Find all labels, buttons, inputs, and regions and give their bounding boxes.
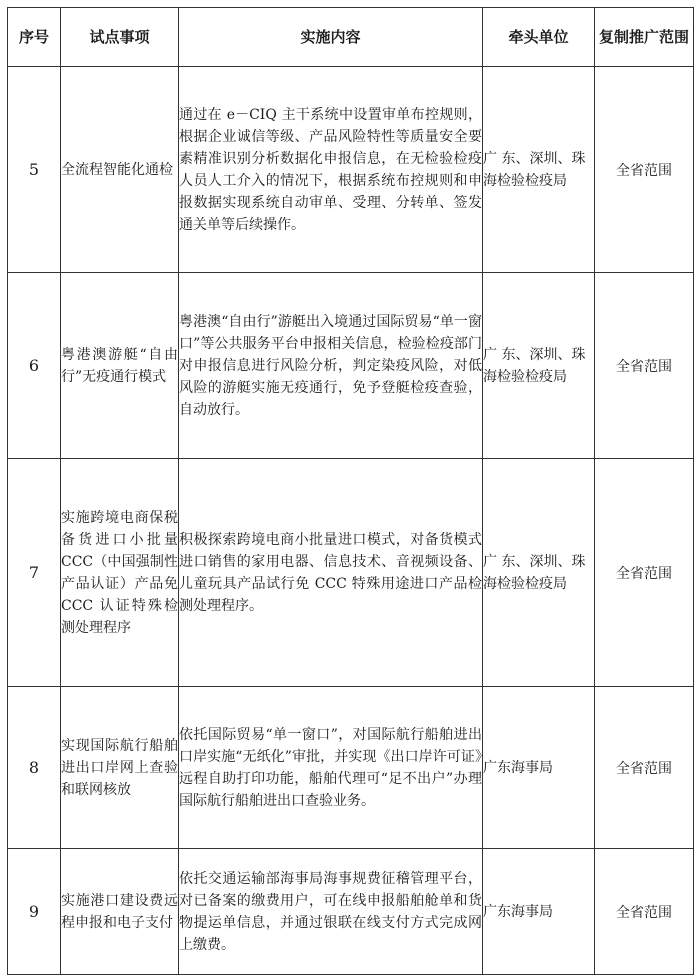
row-item: 全流程智能化通检: [61, 67, 179, 273]
row-seq: 9: [8, 849, 61, 975]
row-lead-unit: 广 东、深圳、珠海检验检疫局: [483, 67, 595, 273]
row-content: 依托交通运输部海事局海事规费征稽管理平台，对已备案的缴费用户，可在线申报船舶舱单和货物提运单信息，并通过银联在线支付方式完成网上缴费。: [179, 849, 483, 975]
table-row: [8, 273, 694, 459]
row-scope: 全省范围: [595, 459, 694, 687]
row-lead-unit: 广东海事局: [483, 849, 595, 975]
row-content: 通过在 e－CIQ 主干系统中设置审单布控规则，根据企业诚信等级、产品风险特性等质量安全要素精准识别分析数据化申报信息，在无检验检疫人员人工介入的情况下，根据系统布控规则和申报数据实现系统自动审单、受理、分转单、签发通关单等后续操作。: [179, 67, 483, 273]
table-header-row: [8, 8, 694, 67]
row-scope: 全省范围: [595, 687, 694, 849]
row-item: 实施跨境电商保税备货进口小批量 CCC（中国强制性产品认证）产品免 CCC 认证特殊检测处理程序: [61, 459, 179, 687]
row-item: 实现国际航行船舶进出口岸网上查验和联网核放: [61, 687, 179, 849]
table-row: [8, 849, 694, 975]
table-row: [8, 459, 694, 687]
row-content: 积极探索跨境电商小批量进口模式，对备货模式进口销售的家用电器、信息技术、音视频设备、儿童玩具产品试行免 CCC 特殊用途进口产品检测处理程序。: [179, 459, 483, 687]
row-lead-unit: 广 东、深圳、珠海检验检疫局: [483, 459, 595, 687]
header-item: 试点事项: [61, 8, 179, 67]
header-content: 实施内容: [179, 8, 483, 67]
row-seq: 5: [8, 67, 61, 273]
header-lead-unit: 牵头单位: [483, 8, 595, 67]
row-content: 依托国际贸易“单一窗口”，对国际航行船舶进出口岸实施“无纸化”审批，并实现《出口岸许可证》远程自助打印功能，船舶代理可“足不出户”办理国际航行船舶进出口查验业务。: [179, 687, 483, 849]
row-item: 粤港澳游艇“自由行”无疫通行模式: [61, 273, 179, 459]
row-seq: 8: [8, 687, 61, 849]
row-scope: 全省范围: [595, 849, 694, 975]
row-seq: 6: [8, 273, 61, 459]
table-row: [8, 687, 694, 849]
pilot-items-table: [7, 7, 694, 975]
row-seq: 7: [8, 459, 61, 687]
row-content: 粤港澳“自由行”游艇出入境通过国际贸易“单一窗口”等公共服务平台申报相关信息，检验检疫部门对申报信息进行风险分析，判定染疫风险，对低风险的游艇实施无疫通行，免予登艇检疫查验，自动放行。: [179, 273, 483, 459]
row-scope: 全省范围: [595, 273, 694, 459]
row-lead-unit: 广 东、深圳、珠海检验检疫局: [483, 273, 595, 459]
header-scope: 复制推广范围: [595, 8, 694, 67]
row-scope: 全省范围: [595, 67, 694, 273]
row-item: 实施港口建设费远程申报和电子支付: [61, 849, 179, 975]
table-row: [8, 67, 694, 273]
row-lead-unit: 广东海事局: [483, 687, 595, 849]
header-seq: 序号: [8, 8, 61, 67]
